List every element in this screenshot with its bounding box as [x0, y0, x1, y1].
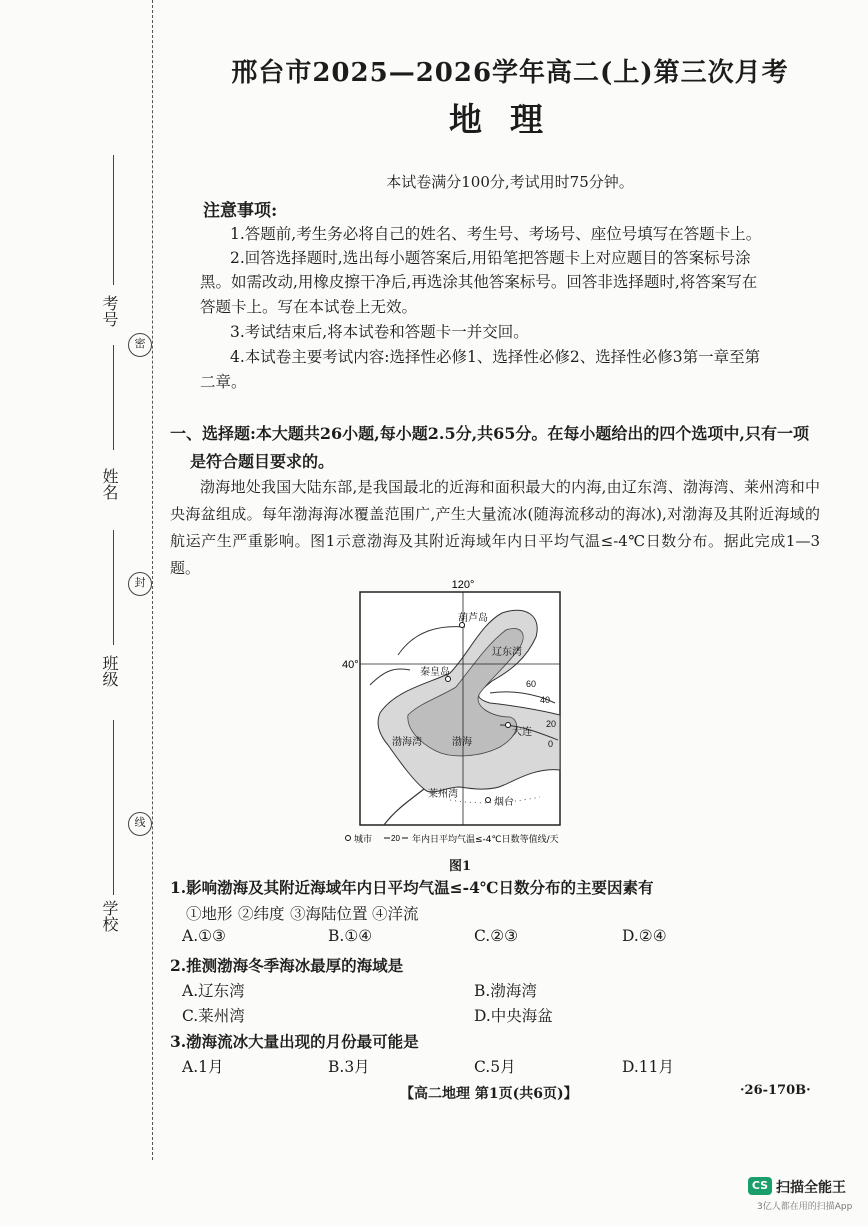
page-footer: 【高二地理 第1页(共6页)】: [400, 1086, 578, 1102]
kaohao-label: 考号: [100, 295, 119, 327]
seal-xian: 线: [128, 812, 152, 836]
camscanner-tagline: 3亿人都在用的扫描App: [757, 1202, 853, 1212]
subject-title: 地理: [449, 100, 571, 139]
label-yantai: 烟台: [494, 797, 514, 808]
bohai-map: [340, 575, 580, 850]
passage-intro: 渤海地处我国大陆东部,是我国最北的近海和面积最大的内海,由辽东湾、渤海湾、莱州湾和中央海盆组成。每年渤海海冰覆盖范围广,产生大量流冰(随海流移动的海冰),对渤海及其附近海域的航运产生严重影响。图1示意渤海及其附近海域年内日平均气温≤-4℃日数分布。据此完成1—3题。: [170, 478, 820, 577]
legend-line-value: 20: [391, 834, 400, 843]
notice-item-4-end: 二章。: [200, 373, 247, 391]
banji-fill-line: [113, 530, 114, 645]
city-dalian: [506, 723, 511, 728]
legend-city-text: 城市: [354, 835, 373, 845]
q2-option-d[interactable]: D.中央海盆: [474, 1007, 553, 1025]
contour-label-0: 0: [548, 739, 554, 749]
q1-option-a[interactable]: A.①③: [182, 927, 226, 945]
legend-city-symbol: [346, 836, 351, 841]
label-bohaiwan: 渤海湾: [392, 737, 422, 748]
kaohao-fill-line: [113, 155, 114, 285]
q3-option-c[interactable]: C.5月: [474, 1058, 516, 1076]
section-heading-line2: 是符合题目要求的。: [190, 452, 335, 471]
q1-factor-1: ①地形: [186, 905, 233, 923]
label-laizhouwan: 莱州湾: [428, 789, 458, 800]
q1-option-b[interactable]: B.①④: [328, 927, 373, 945]
q2-option-c[interactable]: C.莱州湾: [182, 1007, 245, 1025]
q2-option-b[interactable]: B.渤海湾: [474, 982, 537, 1000]
question-3-stem: 3.渤海流冰大量出现的月份最可能是: [170, 1032, 419, 1051]
map-lon-label: 120°: [451, 579, 475, 591]
notice-item-4: 4.本试卷主要考试内容:选择性必修1、选择性必修2、选择性必修3第一章至第: [230, 348, 761, 366]
seal-feng: 封: [128, 572, 152, 596]
q3-option-a[interactable]: A.1月: [182, 1058, 224, 1076]
camscanner-name: 扫描全能王: [776, 1180, 846, 1196]
notice-item-3: 3.考试结束后,将本试卷和答题卡一并交回。: [230, 323, 529, 341]
notice-item-2: 2.回答选择题时,选出每小题答案后,用铅笔把答题卡上对应题目的答案标号涂: [230, 249, 751, 267]
label-liaodongwan: 辽东湾: [492, 647, 522, 658]
legend-contour-text: 年内日平均气温≤-4℃日数等值线/天: [412, 835, 559, 845]
q1-factor-3: ③海陆位置: [290, 905, 368, 923]
notice-heading: 注意事项:: [203, 201, 278, 221]
q2-option-a[interactable]: A.辽东湾: [182, 982, 245, 1000]
notice-item-1: 1.答题前,考生务必将自己的姓名、考生号、考场号、座位号填写在答题卡上。: [230, 225, 762, 243]
contour-label-60: 60: [526, 679, 537, 689]
paper-code: ·26-170B·: [740, 1083, 811, 1098]
xingming-label: 姓名: [100, 468, 119, 500]
binding-dashed-line: [152, 0, 153, 1160]
city-yantai: [486, 798, 491, 803]
contour-label-20: 20: [546, 719, 557, 729]
notice-item-2-end: 答题卡上。写在本试卷上无效。: [200, 298, 418, 316]
q1-factor-2: ②纬度: [238, 905, 285, 923]
q3-option-b[interactable]: B.3月: [328, 1058, 370, 1076]
xuexiao-label: 学校: [100, 900, 119, 932]
camscanner-logo-icon: CS: [748, 1177, 772, 1195]
map-caption: 图1: [448, 859, 472, 874]
section-heading: [170, 420, 820, 476]
seal-mi: 密: [128, 333, 152, 357]
q1-option-d[interactable]: D.②④: [622, 927, 667, 945]
label-dalian: 大连: [512, 727, 532, 738]
xuexiao-fill-line: [113, 720, 114, 895]
q1-option-c[interactable]: C.②③: [474, 927, 519, 945]
xingming-fill-line: [113, 345, 114, 450]
question-2-stem: 2.推测渤海冬季海冰最厚的海域是: [170, 956, 404, 975]
question-1-stem: 1.影响渤海及其附近海域年内日平均气温≤-4℃日数分布的主要因素有: [170, 878, 654, 897]
label-huludao: 葫芦岛: [458, 613, 488, 624]
notice-item-2-cont: 黑。如需改动,用橡皮擦干净后,再选涂其他答案标号。回答非选择题时,将答案写在: [200, 273, 758, 291]
label-bohai: 渤海: [452, 737, 472, 748]
label-qinhuangdao: 秦皇岛: [420, 667, 450, 678]
banji-label: 班级: [100, 655, 119, 687]
section-heading-line1: 一、选择题:本大题共26小题,每小题2.5分,共65分。在每小题给出的四个选项中,只有一项: [170, 424, 809, 443]
q1-factor-4: ④洋流: [372, 905, 419, 923]
contour-label-40: 40: [540, 695, 551, 705]
score-info: 本试卷满分100分,考试用时75分钟。: [386, 173, 634, 191]
map-lat-label: 40°: [342, 659, 359, 671]
exam-title: 邢台市2025—2026学年高二(上)第三次月考: [231, 58, 789, 88]
q3-option-d[interactable]: D.11月: [622, 1058, 675, 1076]
